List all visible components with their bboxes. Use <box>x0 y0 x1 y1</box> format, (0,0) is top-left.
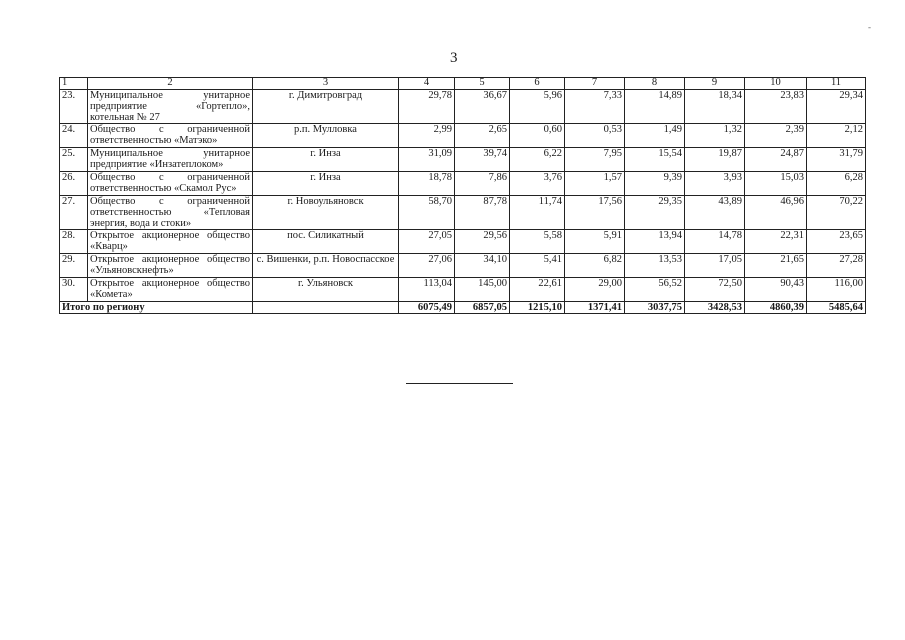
data-table <box>59 77 866 314</box>
value-cell: 7,86 <box>455 172 510 196</box>
header-cell: 5 <box>455 78 510 90</box>
value-cell: 21,65 <box>745 254 807 278</box>
value-cell: 7,33 <box>565 90 625 124</box>
header-cell: 2 <box>88 78 253 90</box>
value-cell: 2,39 <box>745 124 807 148</box>
header-cell: 6 <box>510 78 565 90</box>
organization-name: Открытое акционерное общество «Кварц» <box>88 230 253 254</box>
organization-name: Общество с ограниченной ответственностью «Матэко» <box>88 124 253 148</box>
value-cell: 87,78 <box>455 196 510 230</box>
table-row <box>60 148 866 172</box>
value-cell: 39,74 <box>455 148 510 172</box>
header-cell: 8 <box>625 78 685 90</box>
value-cell: 2,99 <box>399 124 455 148</box>
value-cell: 17,05 <box>685 254 745 278</box>
table-row <box>60 254 866 278</box>
value-cell: 19,87 <box>685 148 745 172</box>
value-cell: 14,78 <box>685 230 745 254</box>
value-cell: 2,12 <box>807 124 866 148</box>
value-cell: 24,87 <box>745 148 807 172</box>
row-number: 23. <box>60 90 88 124</box>
total-value: 6857,05 <box>455 302 510 314</box>
value-cell: 5,41 <box>510 254 565 278</box>
scan-mark: - <box>868 22 871 32</box>
footer-divider <box>406 383 513 384</box>
total-value: 1215,10 <box>510 302 565 314</box>
value-cell: 113,04 <box>399 278 455 302</box>
value-cell: 27,05 <box>399 230 455 254</box>
header-cell: 11 <box>807 78 866 90</box>
value-cell: 23,83 <box>745 90 807 124</box>
value-cell: 116,00 <box>807 278 866 302</box>
location: г. Инза <box>253 172 399 196</box>
organization-name: Муниципальное унитарное предприятие «Инзатеплоком» <box>88 148 253 172</box>
value-cell: 1,32 <box>685 124 745 148</box>
row-number: 30. <box>60 278 88 302</box>
row-number: 29. <box>60 254 88 278</box>
value-cell: 31,09 <box>399 148 455 172</box>
total-value: 1371,41 <box>565 302 625 314</box>
value-cell: 2,65 <box>455 124 510 148</box>
value-cell: 1,49 <box>625 124 685 148</box>
total-value: 4860,39 <box>745 302 807 314</box>
value-cell: 1,57 <box>565 172 625 196</box>
value-cell: 29,35 <box>625 196 685 230</box>
value-cell: 29,78 <box>399 90 455 124</box>
table-row <box>60 230 866 254</box>
total-value: 5485,64 <box>807 302 866 314</box>
row-number: 27. <box>60 196 88 230</box>
table-row <box>60 196 866 230</box>
value-cell: 7,95 <box>565 148 625 172</box>
value-cell: 3,93 <box>685 172 745 196</box>
value-cell: 29,34 <box>807 90 866 124</box>
value-cell: 29,56 <box>455 230 510 254</box>
value-cell: 22,31 <box>745 230 807 254</box>
row-number: 24. <box>60 124 88 148</box>
value-cell: 5,58 <box>510 230 565 254</box>
value-cell: 15,54 <box>625 148 685 172</box>
value-cell: 6,22 <box>510 148 565 172</box>
total-location-empty <box>253 302 399 314</box>
table-row <box>60 90 866 124</box>
value-cell: 31,79 <box>807 148 866 172</box>
total-value: 3428,53 <box>685 302 745 314</box>
value-cell: 17,56 <box>565 196 625 230</box>
value-cell: 3,76 <box>510 172 565 196</box>
table-row <box>60 278 866 302</box>
table-row <box>60 172 866 196</box>
total-value: 3037,75 <box>625 302 685 314</box>
total-label: Итого по региону <box>60 302 253 314</box>
page-number: 3 <box>450 50 458 66</box>
location: р.п. Мулловка <box>253 124 399 148</box>
value-cell: 6,82 <box>565 254 625 278</box>
total-row <box>60 302 866 314</box>
organization-name: Открытое акционерное общество «Комета» <box>88 278 253 302</box>
organization-name: Муниципальное унитарное предприятие «Гортепло», котельная № 27 <box>88 90 253 124</box>
value-cell: 29,00 <box>565 278 625 302</box>
value-cell: 11,74 <box>510 196 565 230</box>
value-cell: 18,34 <box>685 90 745 124</box>
value-cell: 27,28 <box>807 254 866 278</box>
value-cell: 5,91 <box>565 230 625 254</box>
organization-name: Общество с ограниченной ответственностью «Тепловая энергия, вода и стоки» <box>88 196 253 230</box>
value-cell: 27,06 <box>399 254 455 278</box>
value-cell: 34,10 <box>455 254 510 278</box>
header-cell: 9 <box>685 78 745 90</box>
header-cell: 3 <box>253 78 399 90</box>
location: г. Ульяновск <box>253 278 399 302</box>
header-cell: 7 <box>565 78 625 90</box>
value-cell: 0,60 <box>510 124 565 148</box>
value-cell: 6,28 <box>807 172 866 196</box>
value-cell: 13,94 <box>625 230 685 254</box>
table-row <box>60 124 866 148</box>
row-number: 25. <box>60 148 88 172</box>
value-cell: 90,43 <box>745 278 807 302</box>
row-number: 28. <box>60 230 88 254</box>
location: г. Инза <box>253 148 399 172</box>
value-cell: 145,00 <box>455 278 510 302</box>
value-cell: 58,70 <box>399 196 455 230</box>
organization-name: Общество с ограниченной ответственностью «Скамол Рус» <box>88 172 253 196</box>
location: пос. Силикатный <box>253 230 399 254</box>
value-cell: 22,61 <box>510 278 565 302</box>
value-cell: 0,53 <box>565 124 625 148</box>
value-cell: 46,96 <box>745 196 807 230</box>
value-cell: 13,53 <box>625 254 685 278</box>
header-row <box>60 78 866 90</box>
value-cell: 14,89 <box>625 90 685 124</box>
location: с. Вишенки, р.п. Новоспасское <box>253 254 399 278</box>
value-cell: 43,89 <box>685 196 745 230</box>
total-value: 6075,49 <box>399 302 455 314</box>
value-cell: 5,96 <box>510 90 565 124</box>
header-cell: 1 <box>60 78 88 90</box>
value-cell: 56,52 <box>625 278 685 302</box>
header-cell: 4 <box>399 78 455 90</box>
value-cell: 36,67 <box>455 90 510 124</box>
value-cell: 9,39 <box>625 172 685 196</box>
value-cell: 23,65 <box>807 230 866 254</box>
location: г. Димитровград <box>253 90 399 124</box>
header-cell: 10 <box>745 78 807 90</box>
location: г. Новоульяновск <box>253 196 399 230</box>
row-number: 26. <box>60 172 88 196</box>
value-cell: 15,03 <box>745 172 807 196</box>
value-cell: 72,50 <box>685 278 745 302</box>
organization-name: Открытое акционерное общество «Ульяновскнефть» <box>88 254 253 278</box>
value-cell: 70,22 <box>807 196 866 230</box>
value-cell: 18,78 <box>399 172 455 196</box>
